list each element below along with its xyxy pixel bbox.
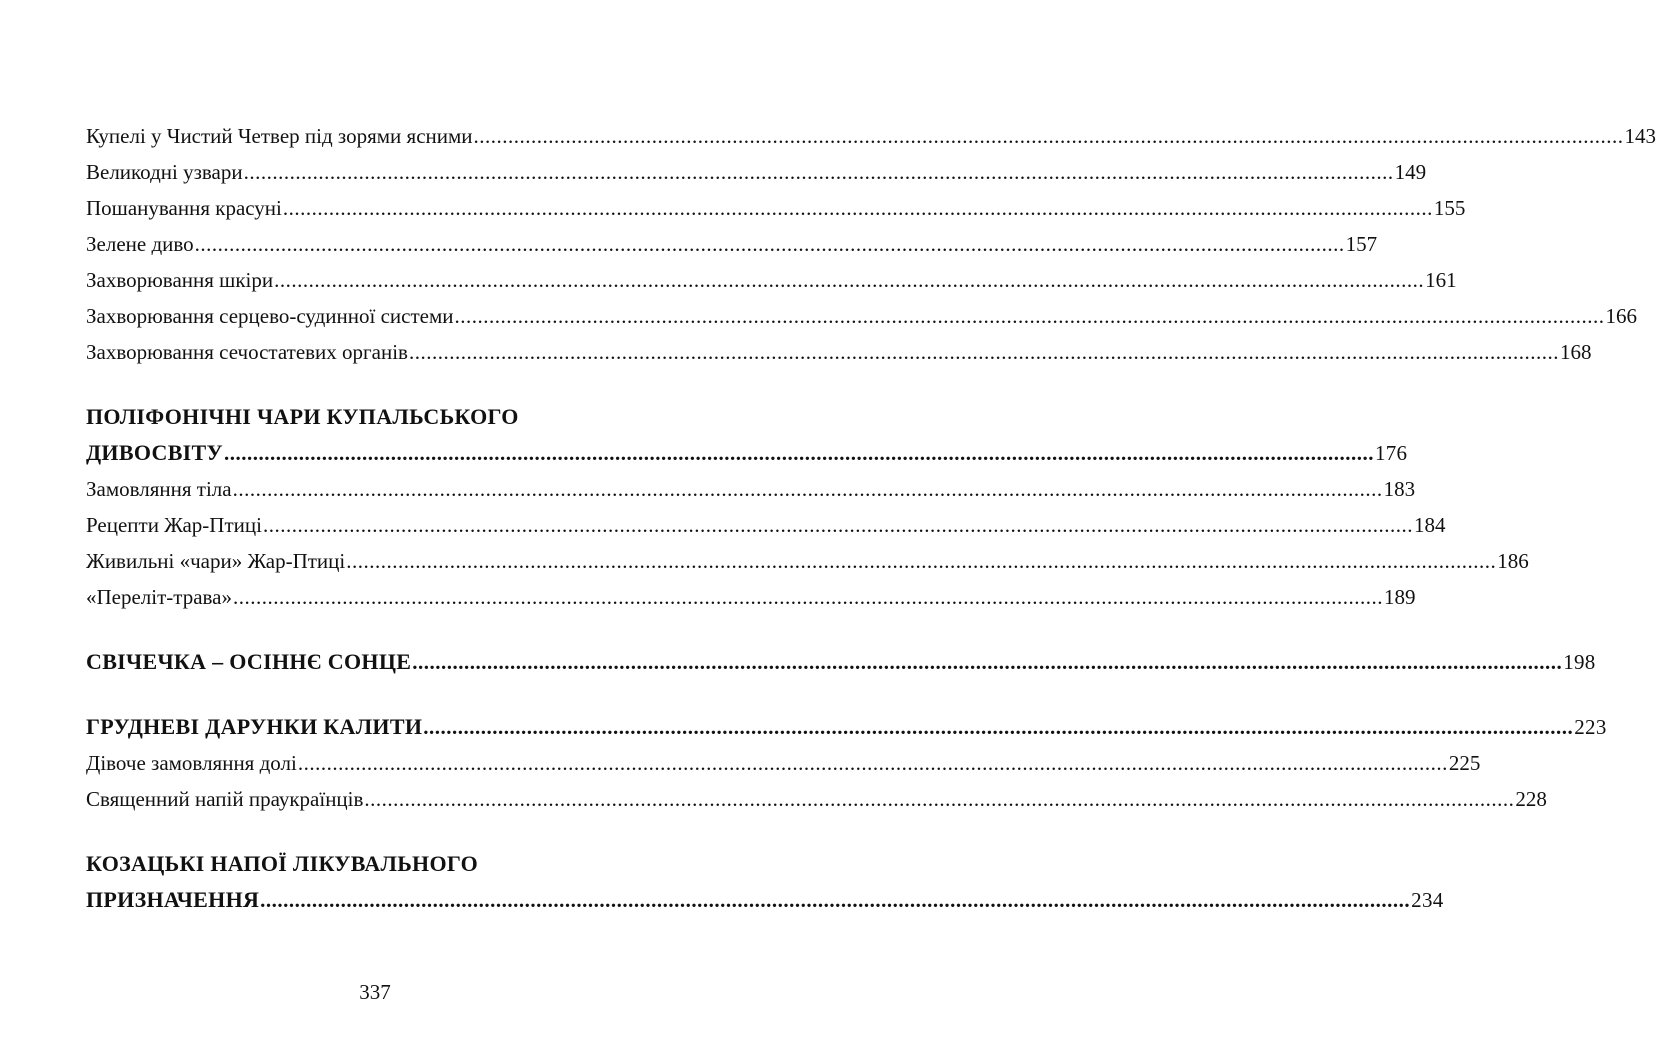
toc-entry-page: 143 [1624,124,1656,148]
section-gap [86,615,666,644]
dot-leader: ........................................................................................................................................................................................................ [274,268,1425,292]
toc-entry-title: Купелі у Чистий Четвер під зорями ясними [86,124,473,148]
dot-leader: ........................................................................................................................................................................................................ [364,787,1515,811]
dot-leader: ........................................................................................................................................................................................................ [282,196,1433,220]
toc-entry-title: Дівоче замовляння долі [86,751,297,775]
toc-entry[interactable] [86,298,1637,334]
toc-entry-page: 168 [1559,340,1592,364]
dot-leader: ........................................................................................................................................................................................................ [223,441,1374,465]
toc-section-heading-line1: ПОЛІФОНІЧНІ ЧАРИ КУПАЛЬСЬКОГО [86,404,519,429]
section-gap [86,370,666,399]
toc-section-heading[interactable] [86,846,666,882]
toc-entry[interactable] [86,781,1547,817]
dot-leader: ........................................................................................................................................................................................................ [412,650,1563,674]
toc-entry-page: 198 [1563,650,1596,674]
dot-leader: ........................................................................................................................................................................................................ [297,751,1448,775]
toc-entry[interactable] [86,262,1457,298]
toc-entry[interactable] [86,507,1446,543]
toc-entry-page: 166 [1605,304,1637,328]
toc-entry-page: 161 [1425,268,1457,292]
page-number: 337 [359,980,391,1004]
toc-section-heading[interactable] [86,644,1596,680]
toc-entry-title: Пошанування красуні [86,196,282,220]
toc-section-heading[interactable] [86,435,1408,471]
toc-entry[interactable] [86,226,1378,262]
toc-entry-title: «Переліт-трава» [86,585,233,609]
section-gap [86,817,666,846]
toc-entry-title: Захворювання сечостатевих органів [86,340,408,364]
toc-entry-page: 149 [1394,160,1427,184]
toc-entry[interactable] [86,190,1466,226]
toc-entry-title: Живильні «чари» Жар-Птиці [86,549,346,573]
dot-leader: ........................................................................................................................................................................................................ [408,340,1559,364]
section-gap [86,680,666,709]
table-of-contents [86,118,1656,918]
toc-entry[interactable] [86,471,1416,507]
dot-leader: ........................................................................................................................................................................................................ [454,304,1605,328]
toc-entry[interactable] [86,334,1592,370]
toc-section-heading-title: ГРУДНЕВІ ДАРУНКИ КАЛИТИ [86,714,423,739]
toc-entry[interactable] [86,579,1416,615]
toc-entry-page: 155 [1433,196,1466,220]
toc-entry-page: 234 [1411,888,1444,912]
dot-leader: ........................................................................................................................................................................................................ [232,477,1383,501]
dot-leader: ........................................................................................................................................................................................................ [423,715,1574,739]
dot-leader: ........................................................................................................................................................................................................ [243,160,1394,184]
toc-section-heading[interactable] [86,709,1607,745]
toc-entry-page: 223 [1574,715,1607,739]
toc-entry-page: 228 [1515,787,1547,811]
toc-section-heading-line2: ПРИЗНАЧЕННЯ [86,887,260,912]
toc-entry-title: Рецепти Жар-Птиці [86,513,262,537]
toc-entry-page: 189 [1384,585,1416,609]
toc-entry-title: Замовляння тіла [86,477,232,501]
toc-entry[interactable] [86,543,1529,579]
toc-entry-title: Священний напій праукраїнців [86,787,364,811]
toc-entry-page: 225 [1448,751,1481,775]
toc-section-heading-line2: ДИВОСВІТУ [86,440,223,465]
dot-leader: ........................................................................................................................................................................................................ [260,888,1411,912]
toc-entry-title: Великодні узвари [86,160,243,184]
toc-section-heading-title: СВІЧЕЧКА – ОСІННЄ СОНЦЕ [86,649,412,674]
toc-section-heading[interactable] [86,882,1444,918]
toc-entry-title: Зелене диво [86,232,194,256]
toc-entry-page: 184 [1413,513,1446,537]
dot-leader: ........................................................................................................................................................................................................ [346,549,1497,573]
toc-section-heading[interactable] [86,399,666,435]
toc-entry[interactable] [86,745,1481,781]
dot-leader: ........................................................................................................................................................................................................ [262,513,1413,537]
dot-leader: ........................................................................................................................................................................................................ [473,124,1624,148]
toc-entry-page: 183 [1383,477,1416,501]
toc-entry-page: 176 [1374,441,1408,465]
toc-entry-title: Захворювання серцево-судинної системи [86,304,454,328]
toc-entry-page: 186 [1497,549,1529,573]
toc-entry-page: 157 [1345,232,1378,256]
dot-leader: ........................................................................................................................................................................................................ [233,585,1384,609]
toc-entry[interactable] [86,118,1656,154]
toc-section-heading-line1: КОЗАЦЬКІ НАПОЇ ЛІКУВАЛЬНОГО [86,851,479,876]
toc-entry-title: Захворювання шкіри [86,268,274,292]
toc-entry[interactable] [86,154,1427,190]
dot-leader: ........................................................................................................................................................................................................ [194,232,1345,256]
